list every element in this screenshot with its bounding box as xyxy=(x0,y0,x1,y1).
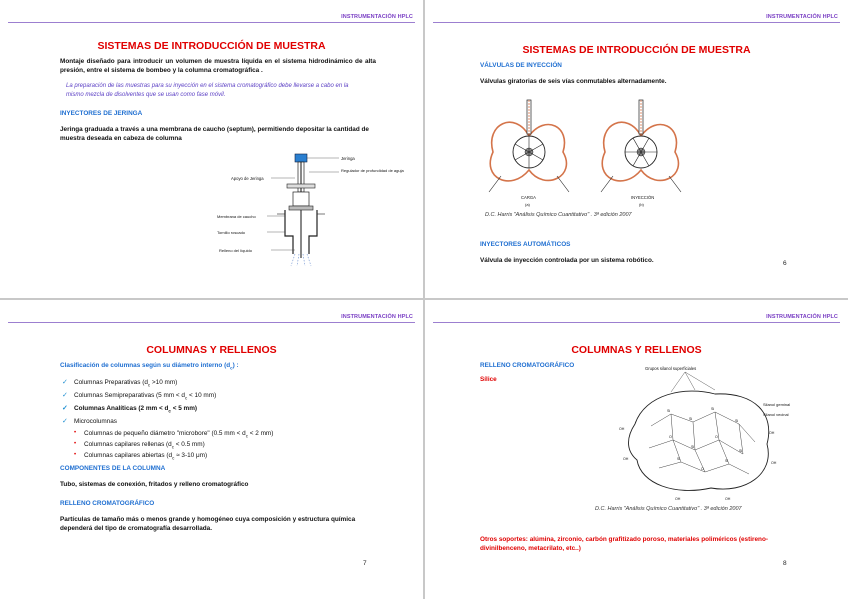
section-heading-valves: VÁLVULAS DE INYECCIÓN xyxy=(480,62,562,69)
injection-valves-figure xyxy=(485,96,695,206)
svg-text:Si: Si xyxy=(691,445,695,449)
list-item: ✓ Columnas Analíticas (2 mm < $d_c < 5$ mm) xyxy=(62,402,382,415)
svg-text:Si: Si xyxy=(725,459,729,463)
svg-text:OH: OH xyxy=(623,457,629,461)
header-rule xyxy=(433,322,840,323)
slide-title: COLUMNAS Y RELLENOS xyxy=(146,344,277,356)
sub-list-item: • Columnas capilares abiertas ($d_c \approx 3-10$ μm) xyxy=(74,452,208,461)
page-number: 8 xyxy=(783,560,787,567)
label-syringe: Jeringa xyxy=(341,156,355,161)
auto-text: Válvula de inyección controlada por un sistema robótico. xyxy=(480,257,654,264)
figure-caption: D.C. Harris "Análisis Químico Cuantitativo" . 3ª edición 2007 xyxy=(485,212,632,218)
slide-6 xyxy=(425,0,848,298)
body-text: Jeringa graduada a través a una membrana de caucho (septum), permitiendo depositar la cantidad de muestra deseada en cabeza de columna xyxy=(60,126,369,142)
slide-8 xyxy=(425,300,848,598)
label-septum: Membrana de caucho xyxy=(217,214,256,219)
svg-text:O: O xyxy=(669,435,672,439)
column-classes-list xyxy=(62,376,382,461)
classification-heading: Clasificación de columnas según su diámetro interno $(d_c)$ : xyxy=(60,362,239,371)
section-heading: INYECTORES DE JERINGA xyxy=(60,110,143,117)
header-rule xyxy=(8,22,415,23)
slide-5 xyxy=(0,0,423,298)
valve-left-label: CARGA xyxy=(521,195,536,200)
syringe-injector-figure xyxy=(215,150,404,268)
note-text: La preparación de las muestras para su inyección en el sistema cromatográfico debe llevarse a cabo en la mismo mezcla de disolventes que se usan como fase móvil. xyxy=(66,83,349,98)
svg-text:Si: Si xyxy=(735,419,739,423)
figure-caption: D.C. Harris "Análisis Químico Cuantitativo" . 3ª edición 2007 xyxy=(595,506,742,512)
sub-list-item: • Columnas capilares rellenas ($d_c < 0.5$ mm) xyxy=(74,441,205,450)
valves-text: Válvulas giratorias de seis vías conmutables alternadamente. xyxy=(480,78,667,85)
label-vicinal: Silanol vecinal xyxy=(763,412,789,417)
svg-text:OH: OH xyxy=(725,497,731,501)
section-heading-auto: INYECTORES AUTOMÁTICOS xyxy=(480,241,571,248)
label-support: Apoyo de Jeringa xyxy=(231,176,264,181)
intro-text: Montaje diseñado para introducir un volumen de muestra líquida en el sistema hidrodinámico de alta presión, entre el sistema de bombeo y la columna cromatográfica . xyxy=(60,58,376,74)
section-heading-filling: RELLENO CROMATOGRÁFICO xyxy=(60,500,155,507)
svg-text:Si: Si xyxy=(711,407,715,411)
list-item: ✓ Microcolumnas xyxy=(62,415,382,428)
slide-title: SISTEMAS DE INTRODUCCIÓN DE MUESTRA xyxy=(97,40,326,52)
section-heading: RELLENO CROMATOGRÁFICO xyxy=(480,362,575,369)
bullet-icon: • xyxy=(74,430,77,436)
list-item: ✓ Columnas Semipreparativas (5 mm < $d_c < 10$ mm) xyxy=(62,389,382,402)
label-surface-silanol: Grupos silanol superficiales xyxy=(645,366,697,371)
septum-icon xyxy=(289,206,313,210)
label-filling: Relleno del líquido xyxy=(219,248,252,253)
svg-text:OH: OH xyxy=(675,497,681,501)
checkmark-icon: ✓ xyxy=(62,405,68,412)
page-number: 7 xyxy=(363,560,367,567)
svg-text:O: O xyxy=(701,467,704,471)
svg-text:OH: OH xyxy=(771,461,777,465)
syringe-support-icon xyxy=(287,184,315,188)
slide-7 xyxy=(0,300,423,598)
valve-load-icon xyxy=(489,100,569,192)
checkmark-icon: ✓ xyxy=(62,392,68,399)
svg-text:OH: OH xyxy=(619,427,625,431)
slide-title: SISTEMAS DE INTRODUCCIÓN DE MUESTRA xyxy=(522,44,751,56)
valve-right-mark: (b) xyxy=(639,202,644,207)
other-supports-text: Otros soportes: alúmina, zirconio, carbón grafitizado poroso, materiales poliméricos (estireno-divinilbenceno, metacrilato, etc..) xyxy=(480,536,768,552)
silica-particle-outline-icon xyxy=(629,391,769,490)
checkmark-icon: ✓ xyxy=(62,379,68,386)
subsection-heading: Sílice xyxy=(480,376,497,383)
components-text: Tubo, sistemas de conexión, fritados y relleno cromatográfico xyxy=(60,481,249,488)
svg-text:OH: OH xyxy=(769,431,775,435)
header-rule xyxy=(433,22,840,23)
svg-text:O: O xyxy=(715,435,718,439)
section-heading-components: COMPONENTES DE LA COLUMNA xyxy=(60,465,166,472)
slide-header-label: INSTRUMENTACIÓN HPLC xyxy=(766,14,838,20)
checkmark-icon: ✓ xyxy=(62,418,68,425)
svg-text:Si: Si xyxy=(667,409,671,413)
valve-right-label: INYECCIÓN xyxy=(631,195,655,200)
slide-title: COLUMNAS Y RELLENOS xyxy=(571,344,702,356)
svg-text:Si: Si xyxy=(739,449,743,453)
label-screw: Tornillo roscado xyxy=(217,230,246,235)
svg-text:Si: Si xyxy=(689,417,693,421)
slide-header-label: INSTRUMENTACIÓN HPLC xyxy=(766,314,838,320)
valve-left-mark: (a) xyxy=(525,202,530,207)
slide-header-label: INSTRUMENTACIÓN HPLC xyxy=(341,14,413,20)
header-rule xyxy=(8,322,415,323)
syringe-plunger-icon xyxy=(295,154,307,162)
valve-inject-icon xyxy=(601,100,681,192)
svg-text:Si: Si xyxy=(677,457,681,461)
label-geminal: Silanol geminal xyxy=(763,402,791,407)
bullet-icon: • xyxy=(74,452,77,458)
slide-header-label: INSTRUMENTACIÓN HPLC xyxy=(341,314,413,320)
list-item: ✓ Columnas Preparativas ($d_c >10$ mm) xyxy=(62,376,382,389)
page-number: 6 xyxy=(783,260,787,267)
filling-text: Partículas de tamaño más o menos grande y homogéneo cuya composición y estructura química dependerá del tipo de cromatografía desarrollada. xyxy=(60,516,356,532)
silica-structure-figure xyxy=(615,364,795,504)
label-depth: Regulador de profundidad de aguja xyxy=(341,168,404,173)
sub-list-item: • Columnas de pequeño diámetro "microbore" (0.5 mm < $d_c < 2$ mm) xyxy=(74,430,274,439)
bullet-icon: • xyxy=(74,441,77,447)
